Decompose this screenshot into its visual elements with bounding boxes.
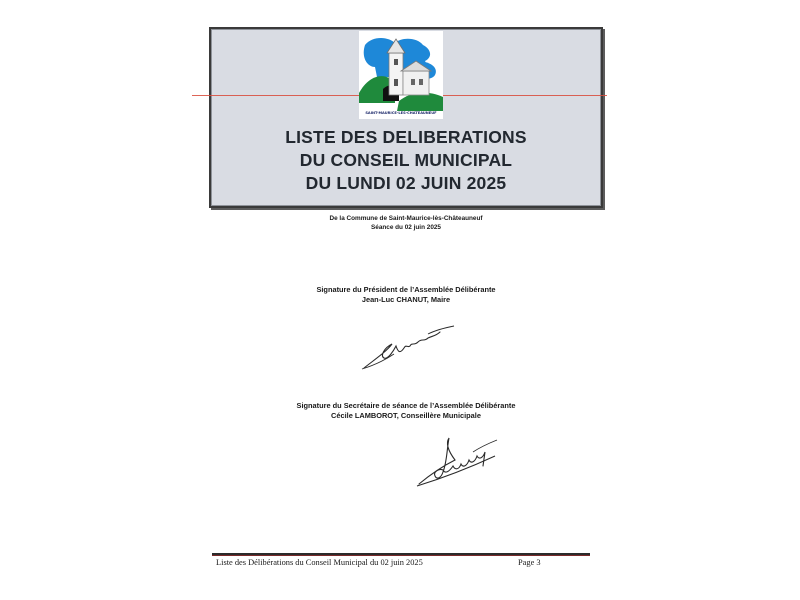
document-title-line-1: LISTE DES DELIBERATIONS (285, 127, 527, 147)
secretary-name: Cécile LAMBOROT, Conseillère Municipale (331, 411, 481, 420)
commune-logo (359, 31, 443, 119)
president-name: Jean-Luc CHANUT, Maire (361, 295, 451, 304)
document-title-line-2: DU CONSEIL MUNICIPAL (299, 150, 513, 170)
session-date: Séance du 02 juin 2025 (371, 224, 441, 231)
president-signature (358, 318, 458, 378)
document-title-line-3: DU LUNDI 02 JUIN 2025 (305, 173, 507, 193)
commune-name: De la Commune de Saint-Maurice-lès-Châteauneuf (329, 215, 483, 222)
secretary-signature-label: Signature du Secrétaire de séance de l’Assemblée Délibérante (296, 401, 516, 410)
footer-document-title: Liste des Délibérations du Conseil Municipal du 02 juin 2025 (216, 558, 423, 567)
president-signature-label: Signature du Président de l’Assemblée Délibérante (316, 285, 496, 294)
logo-caption: SAINT-MAURICE-LES-CHATEAUNEUF (365, 111, 437, 115)
secretary-signature (413, 432, 503, 493)
footer-divider (212, 553, 590, 556)
page-number: Page 3 (518, 558, 541, 567)
